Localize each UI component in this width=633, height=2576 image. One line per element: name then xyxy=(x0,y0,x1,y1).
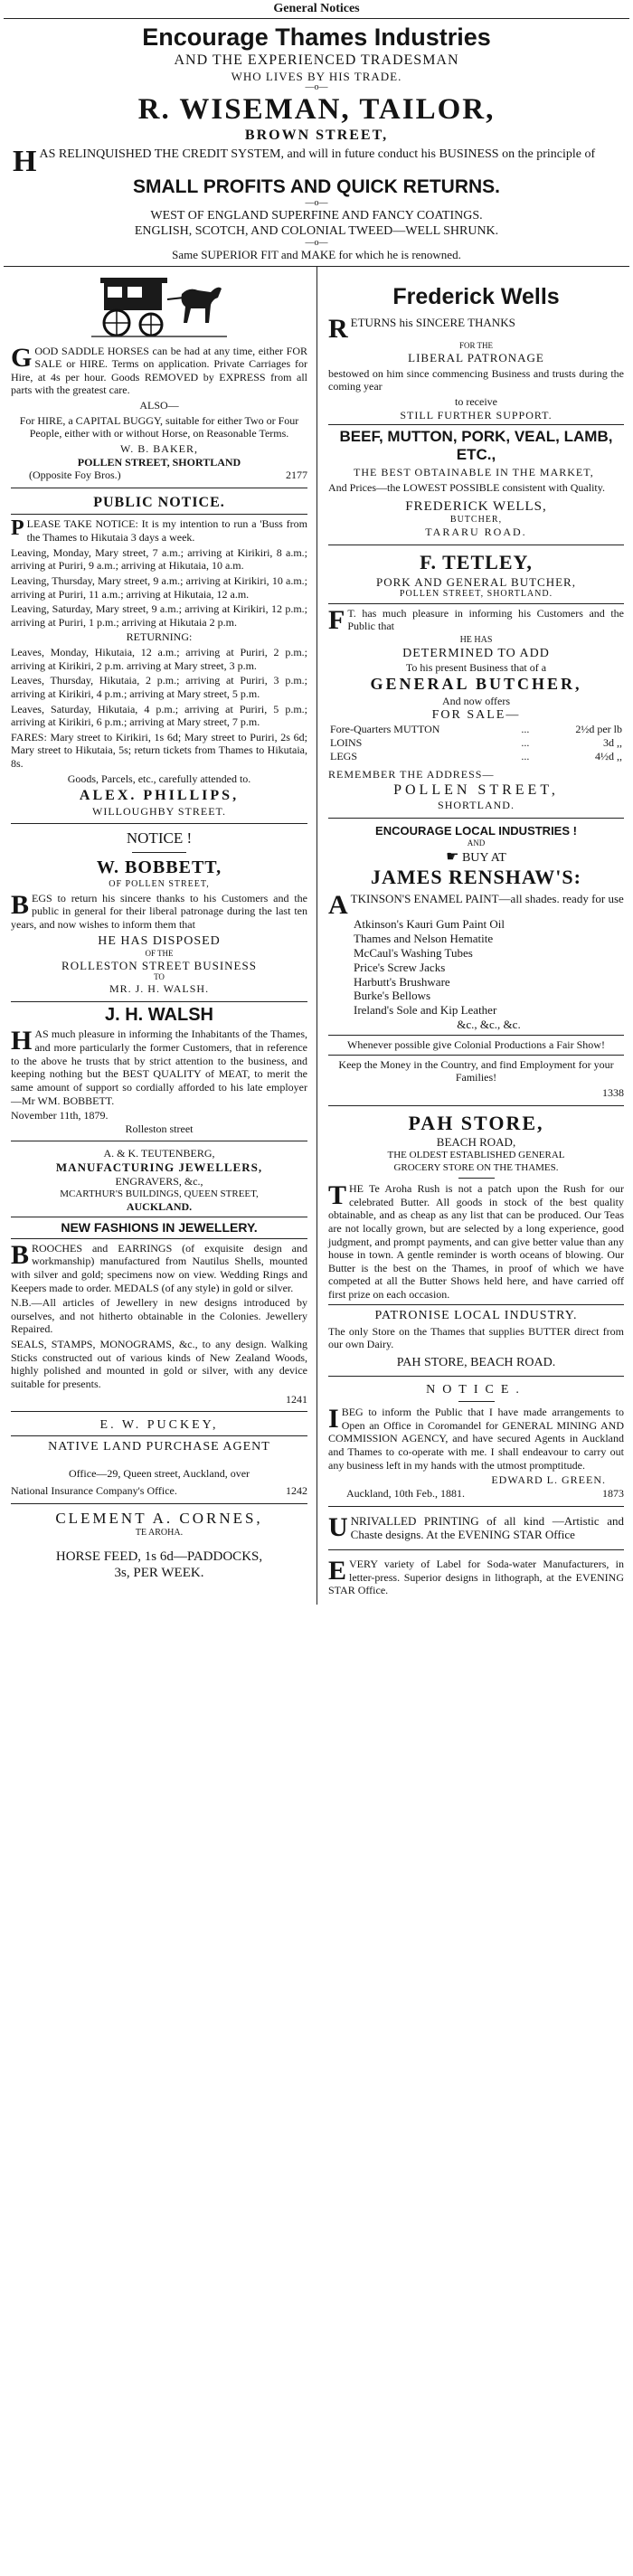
schedule-going-3: Leaving, Saturday, Mary street, 9 a.m.; arriving at Kirikiri, 12 p.m.; arriving at Puriri, 1 p.m.; arriving at Hikutaia 2 p.m. xyxy=(11,602,307,629)
wiseman-line-4: WEST OF ENGLAND SUPERFINE AND FANCY COATINGS. xyxy=(150,208,483,223)
list-item: Atkinson's Kauri Gum Paint Oil xyxy=(354,917,505,932)
renshaw-items xyxy=(328,917,624,1032)
tetley-address: POLLEN STREET, xyxy=(393,781,559,798)
tetley-line-2: POLLEN STREET, SHORTLAND. xyxy=(399,589,553,600)
labels-ad xyxy=(328,1550,624,1605)
wells-beef: BEEF, MUTTON, PORK, VEAL, LAMB, ETC., xyxy=(339,428,613,464)
list-item: Thames and Nelson Hematite xyxy=(354,932,494,946)
renshaw-name: JAMES RENSHAW'S: xyxy=(371,866,581,889)
list-item: Ireland's Sole and Kip Leather xyxy=(354,1003,497,1018)
cornes-week: 3s, PER WEEK. xyxy=(114,1565,204,1580)
divider xyxy=(458,1401,495,1402)
public-notice-intro: LEASE TAKE NOTICE: It is my intention to run a 'Buss from the Thames to Hikutaia 3 days a week. xyxy=(26,517,307,544)
divider xyxy=(328,424,624,425)
tetley-sale: FOR SALE— xyxy=(431,708,521,723)
drop-cap: F xyxy=(328,604,345,635)
teutenberg-line-4: MCARTHUR'S BUILDINGS, QUEEN STREET, xyxy=(60,1188,259,1199)
green-number: 1873 xyxy=(602,1486,624,1500)
price-table xyxy=(328,723,624,762)
cornes-place: TE AROHA. xyxy=(135,1528,184,1539)
wells-butcher: BUTCHER, xyxy=(449,514,503,525)
wells-road: TARARU ROAD. xyxy=(425,526,527,539)
list-item: Price's Screw Jacks xyxy=(354,960,446,974)
wiseman-body: AS RELINQUISHED THE CREDIT SYSTEM, and will in future conduct his BUSINESS on the principle of xyxy=(39,147,596,161)
carriage-illustration xyxy=(11,272,307,343)
divider xyxy=(132,852,186,853)
tetley-body: T. has much pleasure in informing his Customers and the Public that xyxy=(347,606,624,633)
renshaw-buy-at xyxy=(328,848,624,867)
drop-cap: U xyxy=(328,1511,348,1542)
teutenberg-line-5: AUCKLAND. xyxy=(126,1199,193,1213)
ornament: —o— xyxy=(305,238,328,249)
bobbett-line-5: MR. J. H. WALSH. xyxy=(109,982,210,996)
public-notice-title: PUBLIC NOTICE. xyxy=(93,494,225,510)
drop-cap: E xyxy=(328,1556,347,1586)
tetley-remember: REMEMBER THE ADDRESS— xyxy=(328,768,495,781)
tetley-big: GENERAL BUTCHER, xyxy=(370,674,582,693)
baker-address: POLLEN STREET, SHORTLAND xyxy=(77,455,241,469)
public-notice-ad xyxy=(11,488,307,825)
wells-ad xyxy=(328,267,624,545)
walsh-ad xyxy=(11,1002,307,1141)
divider xyxy=(11,1238,307,1239)
walsh-date: November 11th, 1879. xyxy=(11,1109,109,1122)
phillips-street: WILLOUGHBY STREET. xyxy=(92,804,226,818)
wiseman-line-6: Same SUPERIOR FIT and MAKE for which he is renowned. xyxy=(172,248,461,262)
walsh-name: J. H. WALSH xyxy=(104,1005,213,1026)
tetley-ad xyxy=(328,545,624,819)
printing-body: NRIVALLED PRINTING of all kind —Artistic and Chaste designs. At the EVENING STAR Office xyxy=(350,1513,624,1542)
price-item-price: 3d ,, xyxy=(603,735,622,749)
wells-line-4: to receive xyxy=(455,395,497,409)
tetley-town: SHORTLAND. xyxy=(438,799,515,812)
renshaw-number: 1338 xyxy=(602,1085,624,1099)
baker-ad xyxy=(11,267,307,488)
price-item-price: 4½d ,, xyxy=(595,749,622,762)
divider xyxy=(328,1304,624,1305)
puckey-ad xyxy=(11,1412,307,1503)
cornes-ad xyxy=(11,1504,307,1587)
wells-name: Frederick Wells xyxy=(392,283,560,309)
renshaw-p2: Keep the Money in the Country, and find Employment for your Families! xyxy=(338,1057,614,1084)
drop-cap: B xyxy=(11,1239,30,1270)
table-row: LOINS ... 3d ,, xyxy=(330,735,622,749)
bobbett-line-1: HE HAS DISPOSED xyxy=(98,933,221,948)
wiseman-subline: AND THE EXPERIENCED TRADESMAN xyxy=(174,52,459,69)
two-columns xyxy=(4,267,629,1605)
drop-cap: A xyxy=(328,890,348,921)
ornament: —o— xyxy=(305,82,328,93)
renshaw-buy: BUY AT xyxy=(461,850,506,865)
wells-line-3: LIBERAL PATRONAGE xyxy=(408,350,544,365)
teutenberg-line-3: ENGRAVERS, &c., xyxy=(115,1174,203,1188)
schedule-back-2: Leaves, Thursday, Hikutaia, 2 p.m.; arriving at Puriri, 3 p.m.; arriving at Kirikiri, 4 p.m.; arriving at Mary street, 5 p.m. xyxy=(11,674,307,700)
printing-ad xyxy=(328,1507,624,1551)
table-row: Fore-Quarters MUTTON ... 2½d per lb xyxy=(330,723,622,736)
drop-cap: G xyxy=(11,342,33,373)
labels-body: VERY variety of Label for Soda-water Manufacturers, in letter-press. Superior designs in lithograph, at the EVENING STAR Office. xyxy=(328,1558,624,1597)
schedule-back-3: Leaves, Saturday, Hikutaia, 4 p.m.; arriving at Puriri, 5 p.m.; arriving at Kirikiri, 6 p.m.; arriving at Mary street, 7 p.m. xyxy=(11,702,307,729)
teutenberg-line-1: A. & K. TEUTENBERG, xyxy=(103,1147,215,1160)
teutenberg-seals: SEALS, STAMPS, MONOGRAMS, &c., to any design. Walking Sticks constructed out of various kinds of New Zealand Woods, highly polished and mounted in gold or silver, with any device suitable for presents. xyxy=(11,1338,307,1390)
tetley-line-3: HE HAS xyxy=(459,634,493,645)
drop-cap: T xyxy=(328,1180,347,1211)
wiseman-street: BROWN STREET, xyxy=(244,128,389,144)
puckey-title: NATIVE LAND PURCHASE AGENT xyxy=(48,1440,270,1454)
wells-line-2: FOR THE xyxy=(458,340,494,350)
bobbett-line-4: TO xyxy=(154,972,165,982)
pointing-hand-icon: ☛ xyxy=(446,848,459,865)
table-row: LEGS ... 4½d ,, xyxy=(330,749,622,762)
pah-line-2: GROCERY STORE ON THE THAMES. xyxy=(393,1161,559,1173)
schedule-going-1: Leaving, Monday, Mary street, 7 a.m.; arriving at Kirikiri, 8 a.m.; arriving at Puriri, 9 a.m.; arriving at Hikutaia, 10 a.m. xyxy=(11,545,307,573)
divider xyxy=(328,603,624,604)
cornes-horse: HORSE FEED, 1s 6d—PADDOCKS, xyxy=(55,1548,263,1564)
bobbett-name: W. BOBBETT, xyxy=(96,857,222,878)
bobbett-body: EGS to return his sincere thanks to his Customers and the public in general for their liberal patronage during the last ten years, and now wishes to inform them that xyxy=(11,891,307,931)
divider xyxy=(328,1055,624,1056)
teutenberg-body: ROOCHES and EARRINGS (of exquisite design and workmanship) manufactured from Nautilus Shells, mounted with silver and gold; specimens now on view. Wedding Rings and Keepers made to order. MEDALS (of any style) in gold or silver. xyxy=(11,1241,307,1294)
wells-name-2: FREDERICK WELLS, xyxy=(405,498,547,514)
list-item: Harbutt's Brushware xyxy=(354,974,450,989)
renshaw-p1: Whenever possible give Colonial Productions a Fair Show! xyxy=(347,1038,605,1052)
list-item: &c., &c., &c. xyxy=(457,1018,521,1032)
puckey-name: E. W. PUCKEY, xyxy=(99,1418,219,1433)
wells-best: THE BEST OBTAINABLE IN THE MARKET, xyxy=(354,466,594,479)
price-item-name: LOINS xyxy=(330,735,363,749)
drop-cap: R xyxy=(328,313,348,344)
drop-cap: I xyxy=(328,1404,339,1435)
green-notice: NOTICE. xyxy=(426,1383,526,1397)
phillips-name: ALEX. PHILLIPS, xyxy=(79,788,240,804)
wells-line-5: STILL FURTHER SUPPORT. xyxy=(400,408,553,421)
puckey-office: Office—29, Queen street, Auckland, over xyxy=(68,1467,250,1481)
divider xyxy=(328,1035,624,1036)
pah-name: PAH STORE, xyxy=(408,1111,544,1134)
right-column xyxy=(316,267,629,1605)
tetley-line-1: PORK AND GENERAL BUTCHER, xyxy=(376,574,576,589)
puckey-national: National Insurance Company's Office. xyxy=(11,1483,177,1497)
bobbett-of: OF POLLEN STREET, xyxy=(109,878,210,889)
pah-only: The only Store on the Thames that supplies BUTTER direct from our own Dairy. xyxy=(328,1324,624,1351)
returning-label: RETURNING: xyxy=(126,630,193,644)
renshaw-and: AND xyxy=(467,838,486,848)
green-name: EDWARD L. GREEN. xyxy=(491,1473,606,1487)
walsh-street: Rolleston street xyxy=(125,1122,194,1135)
divider xyxy=(11,514,307,515)
teutenberg-number: 1241 xyxy=(286,1392,307,1406)
schedule-going-2: Leaving, Thursday, Mary street, 9 a.m.; arriving at Kirikiri, 10 a.m.; arriving at Puriri, 11 a.m.; arriving at Hikutaia, 12 a.m. xyxy=(11,573,307,601)
price-item-name: LEGS xyxy=(330,749,357,762)
drop-cap: H xyxy=(11,1026,33,1056)
green-date: Auckland, 10th Feb., 1881. xyxy=(346,1486,465,1500)
fares: FARES: Mary street to Kirikiri, 1s 6d; Mary street to Puriri, 2s 6d; Mary street to Hikutaia, 5s; return tickets from Thames to Hikutaia, 8s. xyxy=(11,730,307,770)
wiseman-ad xyxy=(4,19,629,267)
tetley-name: F. TETLEY, xyxy=(420,550,533,573)
teutenberg-ad xyxy=(11,1141,307,1412)
wells-body: bestowed on him since commencing Business and trusts during the coming year xyxy=(328,366,624,393)
green-notice-ad xyxy=(328,1377,624,1506)
baker-body: OOD SADDLE HORSES can be had at any time, either FOR SALE or HIRE. Terms on application. Private Carriages for Hire, at 4s per hour. Goods REMOVED by EXPRESS from all parts with the greatest care. xyxy=(11,344,307,397)
divider xyxy=(11,1435,307,1436)
teutenberg-nb: N.B.—All articles of Jewellery in new designs introduced by ourselves, and not hitherto obtainable in the Colonies. Jewellery Repaired. xyxy=(11,1296,307,1336)
wiseman-line-5: ENGLISH, SCOTCH, AND COLONIAL TWEED—WELL SHRUNK. xyxy=(134,224,499,239)
pah-line-1: THE OLDEST ESTABLISHED GENERAL xyxy=(387,1150,565,1161)
drop-cap: P xyxy=(11,516,24,541)
pah-sign: PAH STORE, BEACH ROAD. xyxy=(396,1355,556,1369)
tetley-line-5: To his present Business that of a xyxy=(405,661,547,675)
green-body: BEG to inform the Public that I have made arrangements to Open an Office in Coromandel for GENERAL MINING AND COMMISSION AGENCY, and have secured Agents in Auckland and Thames to co-operate with me. I shall endeavour to carry out any business left in my hands with the utmost promptitude. xyxy=(328,1406,624,1472)
wiseman-slogan: SMALL PROFITS AND QUICK RETURNS. xyxy=(132,175,500,197)
horse-carriage-icon xyxy=(91,272,227,339)
price-item-name: Fore-Quarters MUTTON xyxy=(330,723,440,736)
walsh-body: AS much pleasure in informing the Inhabitants of the Thames, and more particularly the former Customers, that in reference to the above he trusts that by strict attention to the business, and keeping nothing but the BEST QUALITY of MEAT, to merit the same amount of support so cordially afforded to his late employer—Mr WM. BOBBETT. xyxy=(11,1028,307,1107)
ornament: —o— xyxy=(305,197,328,208)
wells-prices: And Prices—the LOWEST POSSIBLE consistent with Quality. xyxy=(328,480,605,494)
tetley-line-4: DETERMINED TO ADD xyxy=(402,646,550,660)
list-item: Burke's Bellows xyxy=(354,989,431,1003)
bobbett-ad xyxy=(11,824,307,1002)
pah-road: BEACH ROAD, xyxy=(436,1135,516,1150)
divider xyxy=(458,1178,495,1179)
price-item-price: 2½d per lb xyxy=(575,723,622,736)
bobbett-line-2: OF THE xyxy=(145,948,174,958)
schedule-back-1: Leaves, Monday, Hikutaia, 12 a.m.; arriving at Puriri, 2 p.m.; arriving at Kirikiri, 2 p.m. arriving at Mary street, 3 p.m. xyxy=(11,646,307,672)
drop-cap: B xyxy=(11,889,30,920)
wiseman-subline-2: WHO LIVES BY HIS TRADE. xyxy=(231,69,402,83)
left-column xyxy=(4,267,316,1605)
baker-number: 2177 xyxy=(286,469,307,482)
baker-body-2: For HIRE, a CAPITAL BUGGY, suitable for either Two or Four People, either with or without Horse, on Reasonable Terms. xyxy=(19,413,299,440)
wiseman-name: R. WISEMAN, TAILOR, xyxy=(137,93,496,127)
section-header: General Notices xyxy=(4,0,629,19)
wells-line-1: ETURNS his SINCERE THANKS xyxy=(350,315,515,329)
list-item: McCaul's Washing Tubes xyxy=(354,945,473,960)
pah-store-ad xyxy=(328,1106,624,1378)
renshaw-ad xyxy=(328,819,624,1106)
baker-name: W. B. BAKER, xyxy=(120,441,198,455)
teutenberg-fashions: NEW FASHIONS IN JEWELLERY. xyxy=(61,1219,258,1235)
baker-opposite: (Opposite Foy Bros.) xyxy=(29,469,121,482)
drop-cap: H xyxy=(13,144,37,178)
bobbett-notice: NOTICE ! xyxy=(126,829,193,848)
tetley-line-6: And now offers xyxy=(441,694,511,707)
teutenberg-line-2: MANUFACTURING JEWELLERS, xyxy=(55,1160,263,1175)
puckey-number: 1242 xyxy=(286,1483,307,1497)
bobbett-line-3: ROLLESTON STREET BUSINESS xyxy=(61,958,257,972)
renshaw-line-1: ENCOURAGE LOCAL INDUSTRIES ! xyxy=(375,823,577,838)
wiseman-headline: Encourage Thames Industries xyxy=(142,24,491,52)
pah-patronise: PATRONISE LOCAL INDUSTRY. xyxy=(374,1308,578,1322)
pah-body: HE Te Aroha Rush is not a patch upon the Rush for our celebrated Butter. All goods in stock of the best quality obtainable, and as cheap as any list that can be produced. Our Teas are not locally grown, but are selected by a long experience, good judgment, and prompt payments, and can give better value than any house in town. A gentle reminder is worth oceans of blowing. Our Butter is the best on the Thames, in proof of which we have competed at all the Butter Shows held here, and have carried off first prize on each occasion. xyxy=(328,1182,624,1302)
goods-line: Goods, Parcels, etc., carefully attended to. xyxy=(67,772,251,785)
baker-also: ALSO— xyxy=(139,399,179,412)
cornes-name: CLEMENT A. CORNES, xyxy=(55,1509,263,1527)
renshaw-first: TKINSON'S ENAMEL PAINT—all shades. ready for use xyxy=(350,892,624,906)
